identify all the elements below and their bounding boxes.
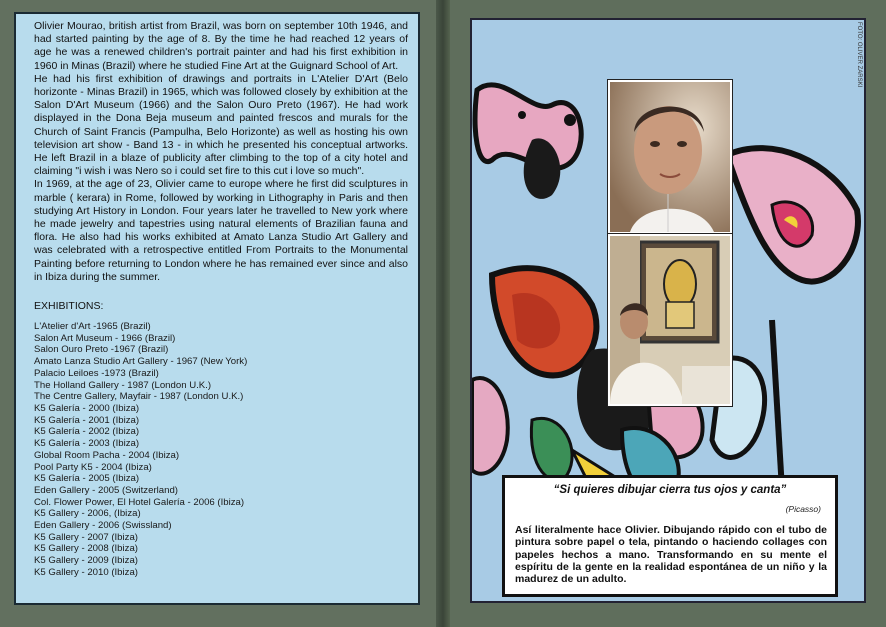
exhibition-item: K5 Gallery - 2008 (Ibiza) (34, 543, 138, 555)
exhibition-item: Amato Lanza Studio Art Gallery - 1967 (New York) (34, 356, 248, 368)
artist-portrait-photo (608, 80, 732, 234)
exhibition-item: K5 Gallery - 2007 (Ibiza) (34, 531, 138, 543)
exhibition-item: K5 Galería - 2005 (Ibiza) (34, 473, 140, 485)
exhibition-item: Eden Gallery - 2006 (Swissland) (34, 520, 172, 532)
exhibition-item: Global Room Pacha - 2004 (Ibiza) (34, 449, 180, 461)
exhibition-item: K5 Gallery - 2009 (Ibiza) (34, 555, 138, 567)
biography-panel (14, 12, 420, 605)
bio-paragraph-3: In 1969, at the age of 23, Olivier came to europe where he first did sculptures in marble ( kerara) in Rome, followed by working in Lithography in Paris and then studying Art History in London. Four years later he travelled to New york where he made jewelry and tapestries using natural elements of Brazilian fauna and flora. He also had his works exhibited at Amato Lanza Studio Art Gallery and was celebrated with a retrospective entitled From Portraits to the Monumental Painting before returning to London where he has remained ever since and also in Ibiza during the summer. (34, 178, 408, 283)
quote-text: “Si quieres dibujar cierra tus ojos y canta” (553, 484, 787, 496)
bio-paragraph-1: Olivier Mourao, british artist from Brazil, was born on september 10th 1946, and had started painting by the age of 8. By the time he had reached 12 years of age he was a renewed children's portrait painter and had his first exhibition in 1960 in Minas (Brazil) where he studied Fine Art at the Guignard School of Art. (34, 20, 408, 72)
studio-image (610, 236, 730, 404)
exhibition-item: Salon Art Museum - 1966 (Brazil) (34, 332, 176, 344)
exhibition-item: K5 Gallery - 2006, (Ibiza) (34, 508, 141, 520)
exhibition-item: The Holland Gallery - 1987 (London U.K.) (34, 379, 212, 391)
exhibition-item: K5 Galería - 2000 (Ibiza) (34, 402, 140, 414)
exhibition-item: Salon Ouro Preto -1967 (Brazil) (34, 344, 169, 356)
exhibition-item: Col. Flower Power, El Hotel Galería - 2006 (Ibiza) (34, 496, 245, 508)
bio-paragraph-2: He had his first exhibition of drawings and portraits in L'Atelier D'Art (Belo horizonte - Minas Brazil) in 1965, which was followed closely by exhibition at the Salon D'Art Museum (1966) and the Salon Ouro Preto (1967). He had work displayed in the Dona Beja museum and painted frescos and murals for the Church of Saint Francis (Pampulha, Belo Horizonte) as well as hosting his own television art show - Band 13 - in which he presented his conceptual artworks. He left Brazil in a blaze of publicity after climbing to the top of a city hotel and claiming "i wish i was Nero so i could set fire to this cut i love so much". (34, 72, 408, 178)
exhibitions-heading: EXHIBITIONS: (34, 300, 104, 313)
quote-author: (Picasso) (785, 504, 821, 514)
exhibition-item: K5 Galería - 2003 (Ibiza) (34, 438, 140, 450)
exhibition-item: Palacio Leiloes -1973 (Brazil) (34, 367, 159, 379)
photo-credit: FOTO: OLIVER ZARSKI (856, 22, 862, 88)
artist-studio-photo (608, 234, 732, 406)
book-spine (436, 0, 450, 627)
exhibition-item: Eden Gallery - 2005 (Switzerland) (34, 484, 178, 496)
exhibitions-list (34, 321, 408, 578)
portrait-image (610, 82, 730, 232)
biography-text (34, 20, 408, 284)
exhibition-item: Pool Party K5 - 2004 (Ibiza) (34, 461, 152, 473)
quote-box (502, 475, 838, 597)
exhibition-item: K5 Galería - 2002 (Ibiza) (34, 426, 140, 438)
exhibition-item: The Centre Gallery, Mayfair - 1987 (London U.K.) (34, 391, 244, 403)
exhibition-item: K5 Gallery - 2010 (Ibiza) (34, 566, 138, 578)
quote-description: Así literalmente hace Olivier. Dibujando rápido con el tubo de pintura sobre papel o tela, pintando o haciendo collages con papeles hechos a mano. Transformando en su mente el espíritu de la gente en la realidad espontánea de un niño y la madurez de un adulto. (515, 524, 827, 586)
exhibition-item: L'Atelier d'Art -1965 (Brazil) (34, 321, 151, 333)
exhibition-item: K5 Galería - 2001 (Ibiza) (34, 414, 140, 426)
